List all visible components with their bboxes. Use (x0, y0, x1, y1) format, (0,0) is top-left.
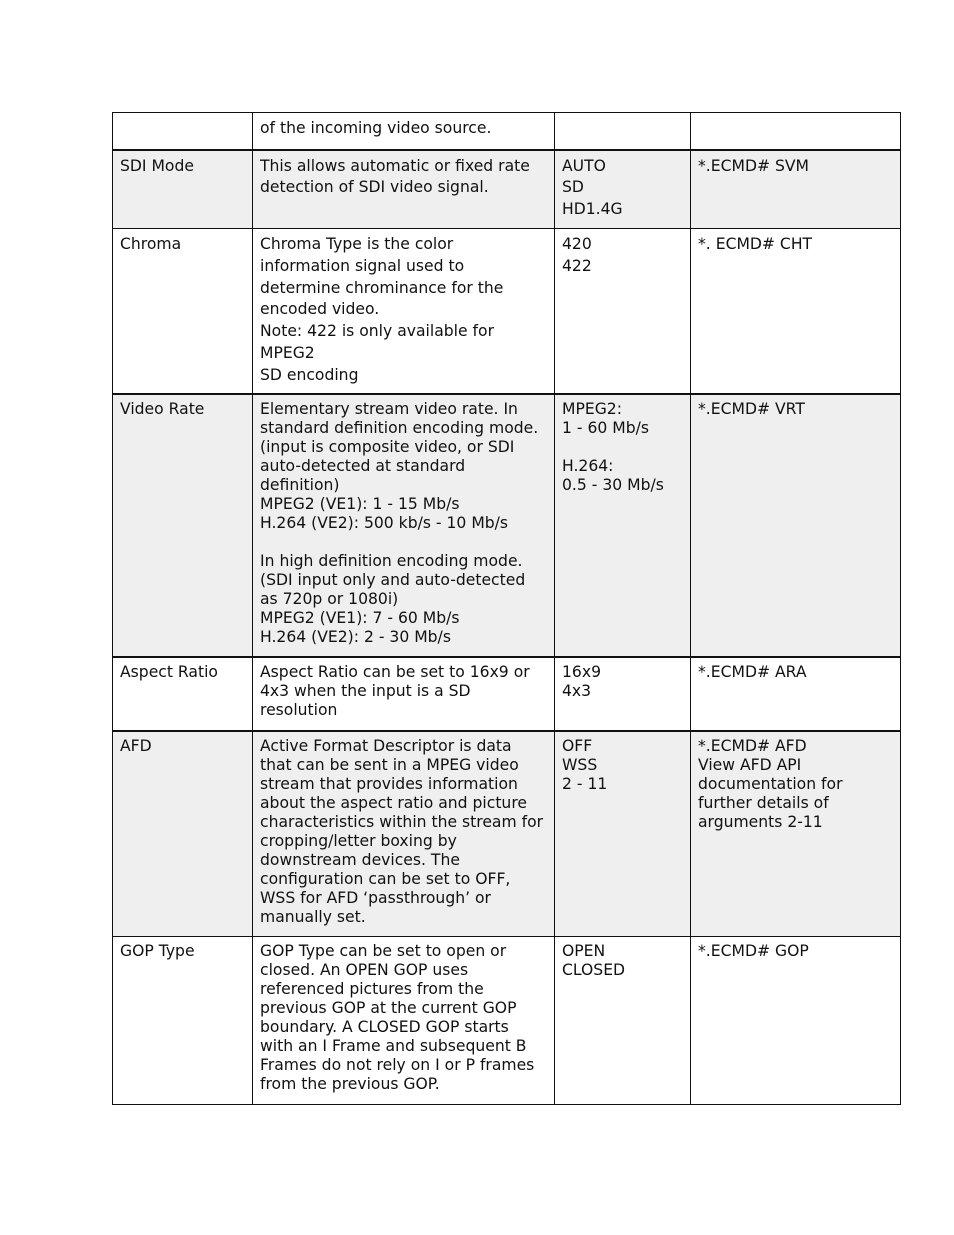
command-cell: *.ECMD# SVM (691, 150, 901, 229)
values-cell: 16x9 4x3 (555, 657, 691, 731)
description-cell: Aspect Ratio can be set to 16x9 or 4x3 when the input is a SD resolution (253, 657, 555, 731)
command-cell: *.ECMD# ARA (691, 657, 901, 731)
description-cell: Chroma Type is the color information signal used to determine chrominance for the encoded video. Note: 422 is only available for MPEG2 SD encoding (253, 229, 555, 394)
parameter-table (112, 112, 901, 1105)
description-cell: of the incoming video source. (253, 113, 555, 150)
command-cell: *.ECMD# AFD View AFD API documentation for further details of arguments 2-11 (691, 731, 901, 937)
values-cell: AUTO SD HD1.4G (555, 150, 691, 229)
description-cell: Active Format Descriptor is data that can be sent in a MPEG video stream that provides information about the aspect ratio and picture characteristics within the stream for cropping/letter boxing by downstream devices. The configuration can be set to OFF, WSS for AFD ‘passthrough’ or manually set. (253, 731, 555, 937)
description-cell: This allows automatic or fixed rate detection of SDI video signal. (253, 150, 555, 229)
values-cell: OFF WSS 2 - 11 (555, 731, 691, 937)
param-cell: SDI Mode (113, 150, 253, 229)
values-cell: MPEG2: 1 - 60 Mb/s H.264: 0.5 - 30 Mb/s (555, 394, 691, 657)
values-cell (555, 113, 691, 150)
command-cell: *.ECMD# GOP (691, 937, 901, 1105)
table-row (113, 150, 901, 229)
table-row (113, 113, 901, 150)
param-cell: AFD (113, 731, 253, 937)
values-cell: 420 422 (555, 229, 691, 394)
param-cell: Video Rate (113, 394, 253, 657)
param-cell: GOP Type (113, 937, 253, 1105)
table-row (113, 229, 901, 394)
table-row (113, 731, 901, 937)
description-cell: Elementary stream video rate. In standard definition encoding mode. (input is composite video, or SDI auto-detected at standard definition) MPEG2 (VE1): 1 - 15 Mb/s H.264 (VE2): 500 kb/s - 10 Mb/s In high definition encoding mode. (SDI input only and auto-detected as 720p or 1080i) MPEG2 (VE1): 7 - 60 Mb/s H.264 (VE2): 2 - 30 Mb/s (253, 394, 555, 657)
table-row (113, 937, 901, 1105)
command-cell (691, 113, 901, 150)
values-cell: OPEN CLOSED (555, 937, 691, 1105)
command-cell: *.ECMD# VRT (691, 394, 901, 657)
table-row (113, 394, 901, 657)
command-cell: *. ECMD# CHT (691, 229, 901, 394)
description-cell: GOP Type can be set to open or closed. An OPEN GOP uses referenced pictures from the previous GOP at the current GOP boundary. A CLOSED GOP starts with an I Frame and subsequent B Frames do not rely on I or P frames from the previous GOP. (253, 937, 555, 1105)
param-cell: Chroma (113, 229, 253, 394)
param-cell: Aspect Ratio (113, 657, 253, 731)
table-row (113, 657, 901, 731)
param-cell (113, 113, 253, 150)
